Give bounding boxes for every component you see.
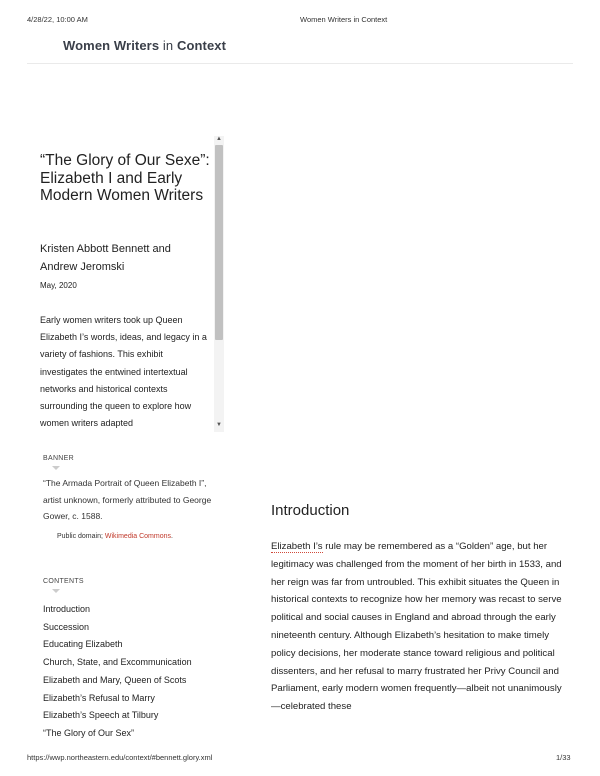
contents-item-refusal[interactable]: Elizabeth’s Refusal to Marry [43,692,155,703]
scroll-up-icon[interactable]: ▲ [216,136,222,142]
site-title-main: Women Writers [63,38,160,53]
exhibit-abstract: Early women writers took up Queen Elizabeth I’s words, ideas, and legacy in a variety of fashions. This exhibit investigates the entwined intertextual networks and historical contexts surrounding the queen to explore how women writers adapted [40,315,207,429]
contents-item-educating[interactable]: Educating Elizabeth [43,639,123,650]
author-line-2: Andrew Jeromski [40,261,125,273]
contents-item-glory[interactable]: “The Glory of Our Sex” [43,727,135,738]
exhibit-title: “The Glory of Our Sexe”: Elizabeth I and Early Modern Women Writers [40,152,210,204]
contents-item-church-state[interactable]: Church, State, and Excommunication [43,657,192,668]
banner-label: BANNER [43,455,74,462]
credit-prefix: Public domain; [57,533,103,540]
intro-heading: Introduction [271,502,350,519]
contents-item-tilbury[interactable]: Elizabeth’s Speech at Tilbury [43,710,159,721]
site-title-end: Context [176,38,227,53]
author-line-1: Kristen Abbott Bennett and [40,243,171,255]
banner-credit [57,533,173,540]
exhibit-date: May, 2020 [40,281,77,290]
intro-body: rule may be remembered as a “Golden” age, but her legitimacy was challenged from the moment of her birth in 1533, and her reign was far from untroubled. This exhibit situates the Queen in historical contexts to recognize how her memory was recast to serve political and social causes in England and abroad through the early nineteenth century. Although Elizabeth’s hesitation to make timely policy decisions, her moderate stance toward religious and political dissenters, and her refusal to marry frustrated her Privy Council and Parliament, early modern women frequently—albeit not unanimously—celebrated these [271,541,562,713]
panel-scrollbar-thumb[interactable] [215,145,223,340]
contents-item-succession[interactable]: Succession [43,621,90,632]
contents-chevron-down-icon[interactable] [52,589,60,593]
print-datetime: 4/28/22, 10:00 AM [27,15,88,24]
elizabeth-link[interactable]: Elizabeth I’s [271,541,323,552]
credit-suffix: . [171,533,173,540]
wikimedia-link[interactable]: Wikimedia Commons [104,533,171,540]
banner-caption: “The Armada Portrait of Queen Elizabeth I”, artist unknown, formerly attributed to George Gower, c. 1588. [43,478,212,521]
banner-chevron-down-icon[interactable] [52,466,60,470]
scroll-down-icon[interactable]: ▼ [216,422,222,428]
site-title-in: in [162,38,174,53]
intro-paragraph [271,538,571,716]
contents-item-mary[interactable]: Elizabeth and Mary, Queen of Scots [43,674,187,685]
header-divider [27,63,573,64]
print-doc-title: Women Writers in Context [300,15,388,24]
print-page-number: 1/33 [556,753,571,762]
contents-list [43,601,192,743]
contents-item-introduction[interactable]: Introduction [43,604,91,614]
contents-label: CONTENTS [43,578,84,585]
print-url: https://wwp.northeastern.edu/context/#bennett.glory.xml [27,753,213,762]
site-title[interactable] [63,38,226,53]
